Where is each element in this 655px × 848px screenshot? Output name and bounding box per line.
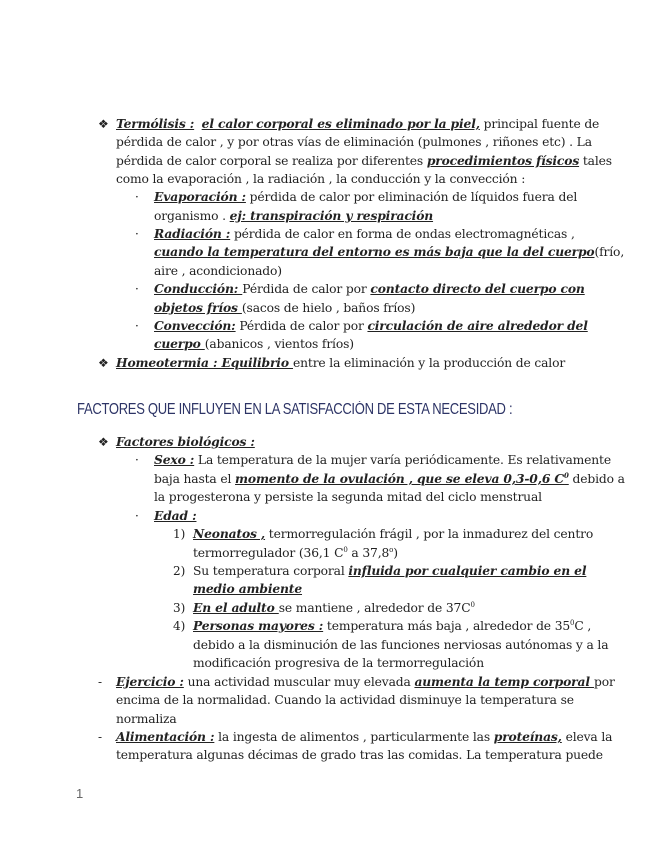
sexo-l2-bold [235,471,569,486]
conveccion-l1-mid: Pérdida de calor por [235,319,368,333]
degree-sup: o [389,545,394,554]
evaporacion-line-1 [154,188,577,207]
sexo-l1-rest: La temperatura de la mujer varía periódicamente. Es relativamente [194,453,611,467]
edad-item-3-line [193,599,475,618]
alimentacion-line-1 [116,728,612,747]
adulto-rest: se mantiene , alrededor de 37C [278,601,471,615]
conveccion-l2-bold: cuerpo [154,336,205,351]
termolisis-line-1 [116,115,599,134]
mayores-label: Personas mayores : [193,618,324,633]
radiacion-l1-rest: pérdida de calor en forma de ondas electromagnéticas , [230,227,575,241]
evaporacion-line-2 [154,207,433,226]
degree-sup: 0 [570,618,575,627]
degree-sup: 0 [470,600,475,609]
sexo-line-1 [154,451,611,470]
alimentacion-l1-post: eleva la [561,730,613,744]
section-heading: FACTORES QUE INFLUYEN EN LA SATISFACCIÓN DE ESTA NECESIDAD : [77,401,513,418]
neonatos-l2-post: ) [393,546,398,560]
ejercicio-line-3: normaliza [116,712,177,726]
dot-bullet-icon: · [135,282,139,296]
list-number: 1) [173,527,186,541]
diamond-bullet-icon: ❖ [98,117,109,131]
factores-label [116,433,255,452]
conduccion-l2-bold: objetos fríos [154,300,242,315]
termolisis-line-3 [116,152,612,171]
mayores-rest: temperatura más baja , alrededor de 35 [323,619,571,633]
sexo-line-2 [154,470,625,489]
dot-bullet-icon: · [135,319,139,333]
termolisis-l3-post: tales [579,154,612,168]
termolisis-l1-rest: principal fuente de [479,117,600,131]
termolisis-line-2: pérdida de calor , y por otras vías de eliminación (pulmones , riñones etc) . La [116,135,592,149]
dot-bullet-icon: · [135,509,139,523]
conduccion-l2-post: (sacos de hielo , baños fríos) [241,301,416,315]
conduccion-label: Conducción: [154,281,243,296]
sexo-l2-bold-text: momento de la ovulación , que se eleva 0,3-0,6 C [235,471,565,486]
diamond-bullet-icon: ❖ [98,435,109,449]
edad-item-2-line-2 [193,580,302,599]
neonatos-l2-pre: termorregulador (36,1 C [193,546,344,560]
mayores-post: C , [574,619,592,633]
edad-label [154,507,196,526]
ejercicio-label: Ejercicio : [116,674,184,689]
termolisis-line-4: como la evaporación , la radiación , la conducción y la convección : [116,172,526,186]
conveccion-label: Convección: [154,318,236,333]
alimentacion-l1-bold: proteínas, [493,729,562,744]
edad-item-4-line-3: modificación progresiva de la termorregulación [193,656,484,670]
conveccion-l2-post: (abanicos , vientos fríos) [204,337,354,351]
radiacion-l2-post: (frío, [594,245,625,259]
neonatos-rest: termorregulación frágil , por la inmadurez del centro [265,527,594,541]
termolisis-l3-bold: procedimientos físicos [426,153,580,168]
list-number: 3) [173,601,186,615]
factores-label-text: Factores biológicos : [116,434,255,449]
radiacion-l2-bold: cuando la temperatura del entorno es más baja que la del cuerpo [154,244,595,259]
conveccion-line-1 [154,317,588,336]
evaporacion-l2-pre: organismo . [154,209,230,223]
conduccion-line-2 [154,299,415,318]
dash-bullet-icon: - [98,675,103,689]
radiacion-line-2 [154,243,624,262]
alimentacion-label: Alimentación : [116,729,215,744]
evaporacion-l1-rest: pérdida de calor por eliminación de líquidos fuera del [245,190,578,204]
sexo-l2-pre: baja hasta el [154,472,236,486]
sexo-label: Sexo : [154,452,195,467]
neonatos-label: Neonatos , [193,526,266,541]
page-number: 1 [76,786,84,801]
conveccion-line-2 [154,335,354,354]
ejercicio-line-1 [116,673,615,692]
dot-bullet-icon: · [135,227,139,241]
ejercicio-line-2: encima de la normalidad. Cuando la actividad disminuye la temperatura se [116,693,574,707]
edad-item-2-line-1 [193,562,586,581]
conveccion-l1-bold: circulación de aire alrededor del [367,318,588,333]
alimentacion-l1-mid: la ingesta de alimentos , particularmente las [214,730,494,744]
edad-item-4-line-2: debido a la disminución de las funciones nerviosas autónomas y a la [193,638,609,652]
item2-bold: influida por cualquier cambio en el [348,563,587,578]
evaporacion-l2-bold: ej: transpiración y respiración [229,208,434,223]
conduccion-line-1 [154,280,585,299]
ejercicio-l1-bold: aumenta la temp corporal [414,674,594,689]
list-number: 2) [173,564,186,578]
neonatos-l2-mid: a 37,8 [347,546,390,560]
conduccion-l1-bold: contacto directo del cuerpo con [370,281,585,296]
item2-l2-bold: medio ambiente [193,581,303,596]
adulto-label: En el adulto [193,600,279,615]
diamond-bullet-icon: ❖ [98,356,109,370]
ejercicio-l1-mid: una actividad muscular muy elevada [183,675,415,689]
radiacion-label: Radiación : [154,226,231,241]
evaporacion-label: Evaporación : [154,189,246,204]
dash-bullet-icon: - [98,730,103,744]
dot-bullet-icon: · [135,190,139,204]
edad-item-4-line-1 [193,617,591,636]
termolisis-label: Termólisis : [116,116,195,131]
termolisis-l3-pre: pérdida de calor corporal se realiza por diferentes [116,154,427,168]
alimentacion-line-2: temperatura algunas décimas de grado tras las comidas. La temperatura puede [116,748,603,762]
termolisis-lead: el calor corporal es eliminado por la piel, [201,116,480,131]
item2-pre: Su temperatura corporal [193,564,349,578]
degree-sup: 0 [343,545,348,554]
ejercicio-l1-post: por [593,675,615,689]
edad-item-1-line-1 [193,525,593,544]
sexo-degree-sup: 0 [564,470,569,480]
homeotermia-label: Homeotermia : Equilibrio [116,355,293,370]
conduccion-l1-mid: Pérdida de calor por [242,282,371,296]
radiacion-line-3: aire , acondicionado) [154,264,282,278]
radiacion-line-1 [154,225,575,244]
edad-item-1-line-2 [193,544,398,563]
edad-label-text: Edad : [154,508,197,523]
list-number: 4) [173,619,186,633]
sexo-l2-post: debido a [568,472,625,486]
homeotermia-rest: entre la eliminación y la producción de calor [293,356,566,370]
dot-bullet-icon: · [135,453,139,467]
sexo-line-3: la progesterona y persiste la segunda mitad del ciclo menstrual [154,490,542,504]
homeotermia-line [116,354,565,373]
